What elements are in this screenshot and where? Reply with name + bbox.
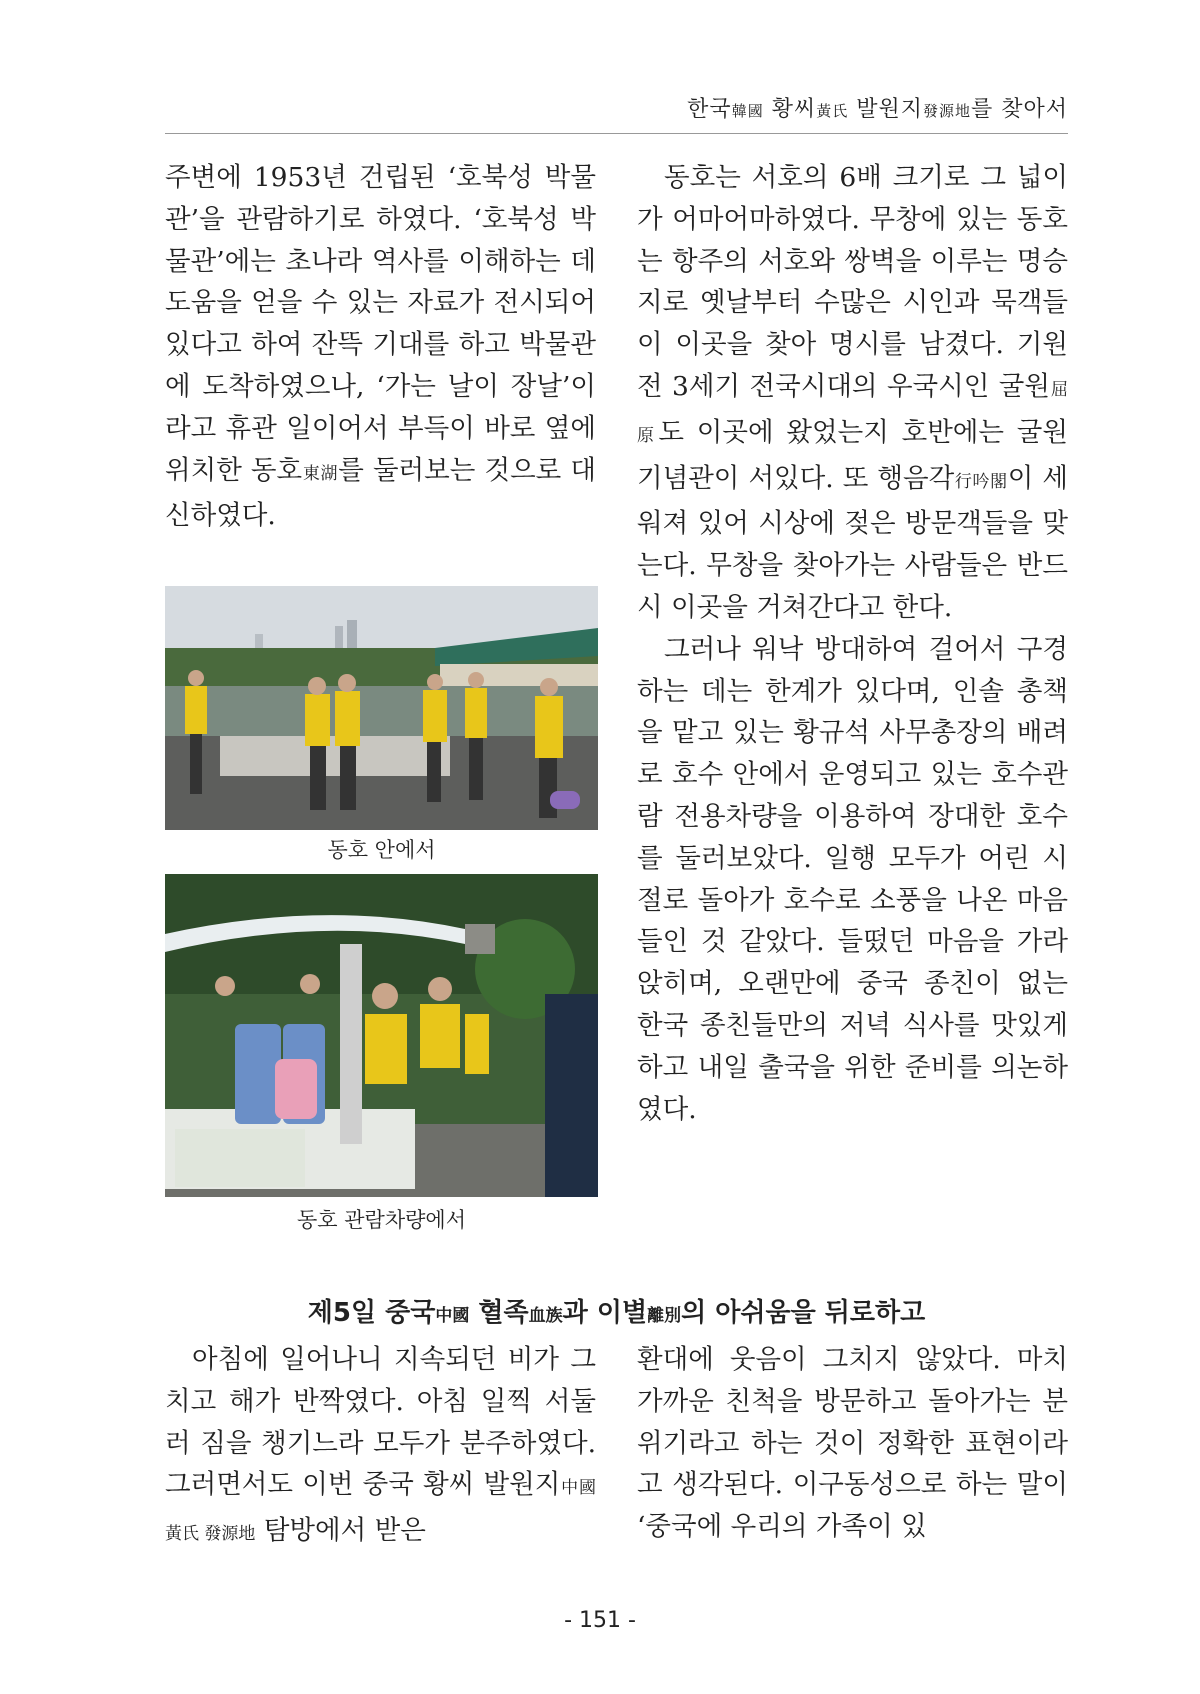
paragraph: 환대에 웃음이 그치지 않았다. 마치 가까운 친척을 방문하고 돌아가는 분위기라고 하는 것이 정확한 표현이라고 생각된다. 이구동성으로 하는 말이 ‘중국에 우리의 가족이 있	[637, 1344, 1068, 1543]
paragraph	[165, 157, 596, 537]
paragraph	[637, 157, 1068, 629]
title-hanja: 離別	[647, 1306, 682, 1326]
left-column-bottom	[165, 1339, 596, 1556]
hanja: 屈原	[637, 379, 1068, 446]
paragraph-text: 아침에 일어나니 지속되던 비가 그치고 해가 반짝였다. 아침 일찍 서둘러 짐을 챙기느라 모두가 분주하였다. 그러면서도 이번 중국 황씨 발원지	[165, 1344, 596, 1501]
header-rule	[165, 133, 1068, 134]
header-text: 를 찾아서	[970, 97, 1068, 122]
left-column-top	[165, 157, 596, 537]
photo-sightseeing-cart	[165, 874, 598, 1197]
hanja: 東湖	[302, 463, 339, 484]
header-hanja: 發源地	[922, 102, 971, 120]
right-column-top	[637, 157, 1068, 1130]
running-header	[165, 92, 1068, 123]
photo-caption: 동호 관람차량에서	[297, 1208, 466, 1232]
header-text: 발원지	[848, 97, 923, 122]
title-text: 제5일 중국	[307, 1298, 436, 1328]
header-hanja: 黃氏	[816, 102, 849, 120]
section-title	[165, 1292, 1068, 1329]
header-text: 황씨	[763, 97, 817, 122]
paragraph-text: 를 둘러보는 것으로 대신하였다.	[165, 454, 596, 532]
page-number: - 151 -	[564, 1608, 636, 1633]
title-hanja: 中國	[435, 1306, 470, 1326]
title-text: 과 이별	[562, 1298, 648, 1328]
right-column-bottom	[637, 1339, 1068, 1548]
paragraph-text: 동호는 서호의 6배 크기로 그 넓이가 어마어마하였다. 무창에 있는 동호는 항주의 서호와 쌍벽을 이루는 명승지로 옛날부터 수많은 시인과 묵객들이 이곳을 찾아 명시를 남겼다. 기원전 3세기 전국시대의 우국시인 굴원	[637, 162, 1068, 402]
paragraph	[165, 1339, 596, 1556]
paragraph-text: 도 이곳에 왔었는지 호반에는 굴원 기념관이 서있다. 또 행음각	[637, 416, 1068, 494]
hanja: 行吟閣	[954, 471, 1008, 492]
paragraph-text: 이 세워져 있어 시상에 젖은 방문객들을 맞는다. 무창을 찾아가는 사람들은 반드시 이곳을 거쳐간다고 한다.	[637, 462, 1068, 623]
paragraph-text: 탐방에서 받은	[255, 1515, 426, 1547]
title-text: 혈족	[469, 1298, 529, 1328]
title-text: 의 아쉬움을 뒤로하고	[681, 1298, 926, 1328]
paragraph: 그러나 워낙 방대하여 걸어서 구경하는 데는 한계가 있다며, 인솔 총책을 맡고 있는 황규석 사무총장의 배려로 호수 안에서 운영되고 있는 호수관람 전용차량을 이용하여 장대한 호수를 둘러보았다. 일행 모두가 어린 시절로 돌아가 호수로 소풍을 나온 마음들인 것 같았다. 들떴던 마음을 가라앉히며, 오랜만에 중국 종친이 없는 한국 종친들만의 저녁 식사를 맛있게 하고 내일 출국을 위한 준비를 의논하였다.	[637, 633, 1068, 1125]
header-text: 한국	[687, 97, 732, 122]
hanja: 中國 黃氏 發源地	[165, 1478, 596, 1545]
photo-caption: 동호 안에서	[327, 838, 436, 862]
header-hanja: 韓國	[731, 102, 764, 120]
title-hanja: 血族	[528, 1306, 563, 1326]
paragraph-text: 주변에 1953년 건립된 ‘호북성 박물관’을 관람하기로 하였다. ‘호북성 박물관’에는 초나라 역사를 이해하는 데 도움을 얻을 수 있는 자료가 전시되어 있다고 하여 잔뜩 기대를 하고 박물관에 도착하였으나, ‘가는 날이 장날’이라고 휴관 일이어서 부득이 바로 옆에 위치한 동호	[165, 162, 596, 486]
photo-lake-group	[165, 586, 598, 830]
